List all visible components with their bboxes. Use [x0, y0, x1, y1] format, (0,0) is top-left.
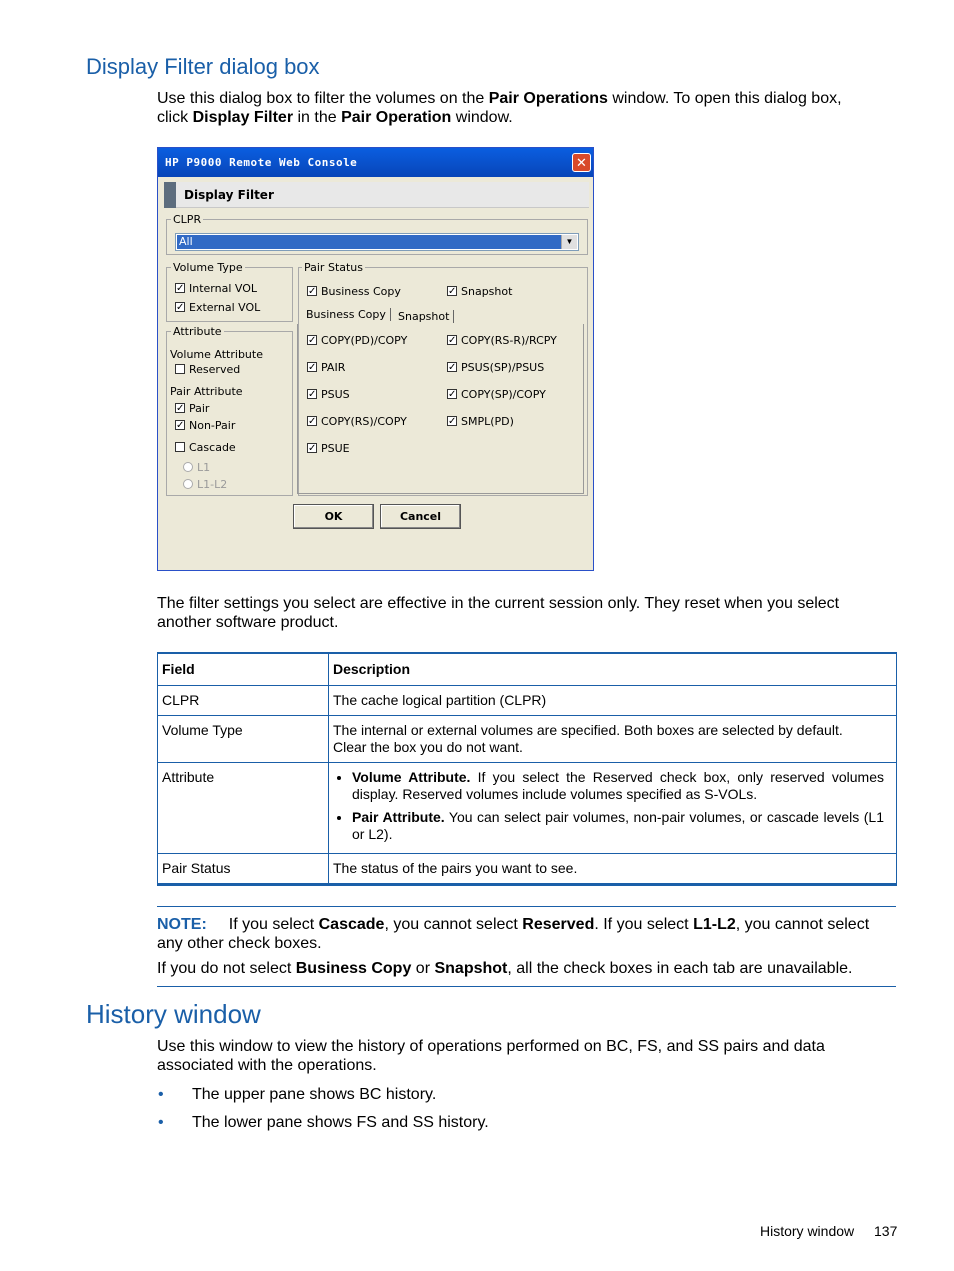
l1-radio[interactable]	[183, 462, 193, 472]
volume-type-label: Volume Type	[173, 261, 243, 274]
list-item-text: You can select pair volumes, non-pair volumes, or cascade levels (L1 or L2).	[352, 809, 884, 842]
description-cell	[329, 763, 897, 854]
list-item	[352, 769, 884, 803]
note-text: If you select	[228, 916, 319, 933]
note-block	[157, 915, 897, 978]
note-text: , you cannot select	[735, 916, 870, 933]
table-row	[158, 763, 897, 854]
table-row	[158, 716, 897, 763]
reserved-checkbox[interactable]	[175, 364, 185, 374]
field-cell: Attribute	[158, 763, 329, 854]
status-label: SMPL(PD)	[461, 415, 514, 428]
status-label: PAIR	[321, 361, 346, 374]
section-intro	[157, 89, 897, 127]
status-checkbox-copy-sp[interactable]: ✓	[448, 389, 457, 400]
paragraph-line: associated with the operations.	[157, 1057, 377, 1074]
list-item: The upper pane shows BC history.	[192, 1086, 437, 1103]
status-checkbox-psus-sp[interactable]: ✓	[448, 362, 457, 373]
l1-label: L1	[197, 461, 211, 474]
note-text: . If you select	[594, 916, 694, 933]
note-bottom-rule	[157, 986, 896, 987]
filter-note-paragraph	[157, 594, 897, 632]
note-text: any other check boxes.	[157, 935, 322, 952]
table-header-row	[158, 653, 897, 686]
list-item-text: If you select the Reserved check box, only reserved volumes display. Reserved volumes include volumes specified as S-VOLs.	[352, 769, 884, 802]
dialog-title-bar: HP P9000 Remote Web Console	[158, 148, 593, 177]
note-text: , you cannot select	[384, 916, 523, 933]
table-row	[158, 854, 897, 885]
status-checkbox-copy-pd[interactable]: ✓	[308, 335, 317, 346]
pair-label: Pair	[189, 402, 210, 415]
snapshot-label: Snapshot	[461, 285, 513, 298]
intro-text: window.	[451, 109, 513, 126]
chevron-down-icon[interactable]: ▼	[561, 235, 577, 249]
bullet-icon: •	[158, 1086, 164, 1103]
non-pair-checkbox[interactable]: ✓	[176, 420, 185, 431]
list-item-title: Pair Attribute.	[352, 809, 445, 825]
status-checkbox-smpl-pd[interactable]: ✓	[448, 416, 457, 427]
tab-snapshot[interactable]: Snapshot	[398, 310, 454, 323]
status-checkbox-psus[interactable]: ✓	[308, 389, 317, 400]
internal-vol-checkbox[interactable]: ✓	[176, 283, 185, 294]
ok-button[interactable]: OK	[293, 504, 374, 529]
paragraph-line: Use this window to view the history of operations performed on BC, FS, and SS pairs and data	[157, 1038, 825, 1055]
header-marker	[164, 182, 176, 208]
paragraph-line: another software product.	[157, 614, 339, 631]
status-label: PSUS(SP)/PSUS	[461, 361, 545, 374]
l1-l2-radio[interactable]	[183, 479, 193, 489]
note-text: If you do not select	[157, 960, 296, 977]
footer-section-name: History window	[760, 1223, 855, 1239]
non-pair-label: Non-Pair	[189, 419, 236, 432]
pair-checkbox[interactable]: ✓	[176, 403, 185, 414]
internal-vol-label: Internal VOL	[189, 282, 258, 295]
intro-text: Use this dialog box to filter the volumes on the	[157, 90, 489, 107]
close-icon[interactable]: ✕	[572, 153, 591, 172]
reserved-label: Reserved	[189, 363, 241, 376]
clpr-select[interactable]	[175, 233, 579, 251]
list-item-title: Volume Attribute.	[352, 769, 471, 785]
dialog-header: Display Filter	[164, 182, 589, 208]
status-checkbox-copy-rs[interactable]: ✓	[308, 416, 317, 427]
status-label: COPY(PD)/COPY	[321, 334, 408, 347]
intro-text: in the	[293, 109, 342, 126]
page-number: 137	[874, 1223, 898, 1239]
attribute-label: Attribute	[173, 325, 222, 338]
status-label: COPY(SP)/COPY	[461, 388, 546, 401]
history-intro	[157, 1037, 897, 1075]
section-title-history-window: History window	[86, 999, 261, 1029]
section-title-display-filter: Display Filter dialog box	[86, 54, 320, 79]
fields-table	[157, 652, 897, 886]
note-bold: Business Copy	[295, 960, 412, 977]
attribute-list	[333, 769, 884, 843]
list-item	[352, 809, 884, 843]
cancel-button[interactable]: Cancel	[380, 504, 461, 529]
note-top-rule	[157, 906, 896, 907]
status-label: PSUS	[321, 388, 350, 401]
note-bold: Cascade	[318, 916, 385, 933]
display-filter-dialog	[157, 147, 594, 571]
note-bold: Reserved	[522, 916, 595, 933]
intro-text: window. To open this dialog box,	[607, 90, 842, 107]
intro-bold: Pair Operations	[488, 90, 608, 107]
clpr-label: CLPR	[173, 213, 202, 226]
status-label: COPY(RS-R)/RCPY	[461, 334, 557, 347]
business-copy-label: Business Copy	[321, 285, 401, 298]
intro-text: click	[157, 109, 193, 126]
business-copy-checkbox[interactable]: ✓	[308, 286, 317, 297]
bullet-icon: •	[158, 1114, 164, 1131]
external-vol-checkbox[interactable]: ✓	[176, 302, 185, 313]
clpr-selected-value: All	[177, 235, 561, 249]
field-cell: Volume Type	[158, 716, 329, 763]
l1-l2-label: L1-L2	[197, 478, 228, 491]
description-cell: The cache logical partition (CLPR)	[329, 686, 897, 716]
table-row	[158, 686, 897, 716]
intro-bold: Pair Operation	[341, 109, 452, 126]
pair-attribute-label: Pair Attribute	[170, 385, 243, 398]
status-checkbox-copy-rs-r[interactable]: ✓	[448, 335, 457, 346]
description-cell: The internal or external volumes are specified. Both boxes are selected by default. Clear the box you do not want.	[329, 716, 897, 763]
cascade-label: Cascade	[189, 441, 236, 454]
tab-panel	[297, 324, 584, 494]
external-vol-label: External VOL	[189, 301, 261, 314]
status-label: PSUE	[321, 442, 350, 455]
note-bold: L1-L2	[693, 916, 736, 933]
note-text: , all the check boxes in each tab are unavailable.	[507, 960, 853, 977]
tab-business-copy[interactable]: Business Copy	[306, 308, 391, 321]
header-field: Field	[158, 653, 329, 686]
list-item: The lower pane shows FS and SS history.	[192, 1114, 489, 1131]
intro-bold: Display Filter	[192, 109, 294, 126]
field-cell: CLPR	[158, 686, 329, 716]
note-label: NOTE:	[157, 916, 207, 933]
status-checkbox-pair[interactable]: ✓	[308, 362, 317, 373]
cascade-checkbox[interactable]	[175, 442, 185, 452]
pair-status-label: Pair Status	[304, 261, 364, 274]
field-cell: Pair Status	[158, 854, 329, 885]
paragraph-line: The filter settings you select are effective in the current session only. They reset when you select	[157, 595, 840, 612]
note-bold: Snapshot	[434, 960, 508, 977]
snapshot-checkbox[interactable]: ✓	[448, 286, 457, 297]
status-checkbox-psue[interactable]: ✓	[308, 443, 317, 454]
volume-attribute-label: Volume Attribute	[170, 348, 263, 361]
note-text: or	[411, 960, 435, 977]
description-cell: The status of the pairs you want to see.	[329, 854, 897, 885]
header-description: Description	[329, 653, 897, 686]
status-label: COPY(RS)/COPY	[321, 415, 407, 428]
